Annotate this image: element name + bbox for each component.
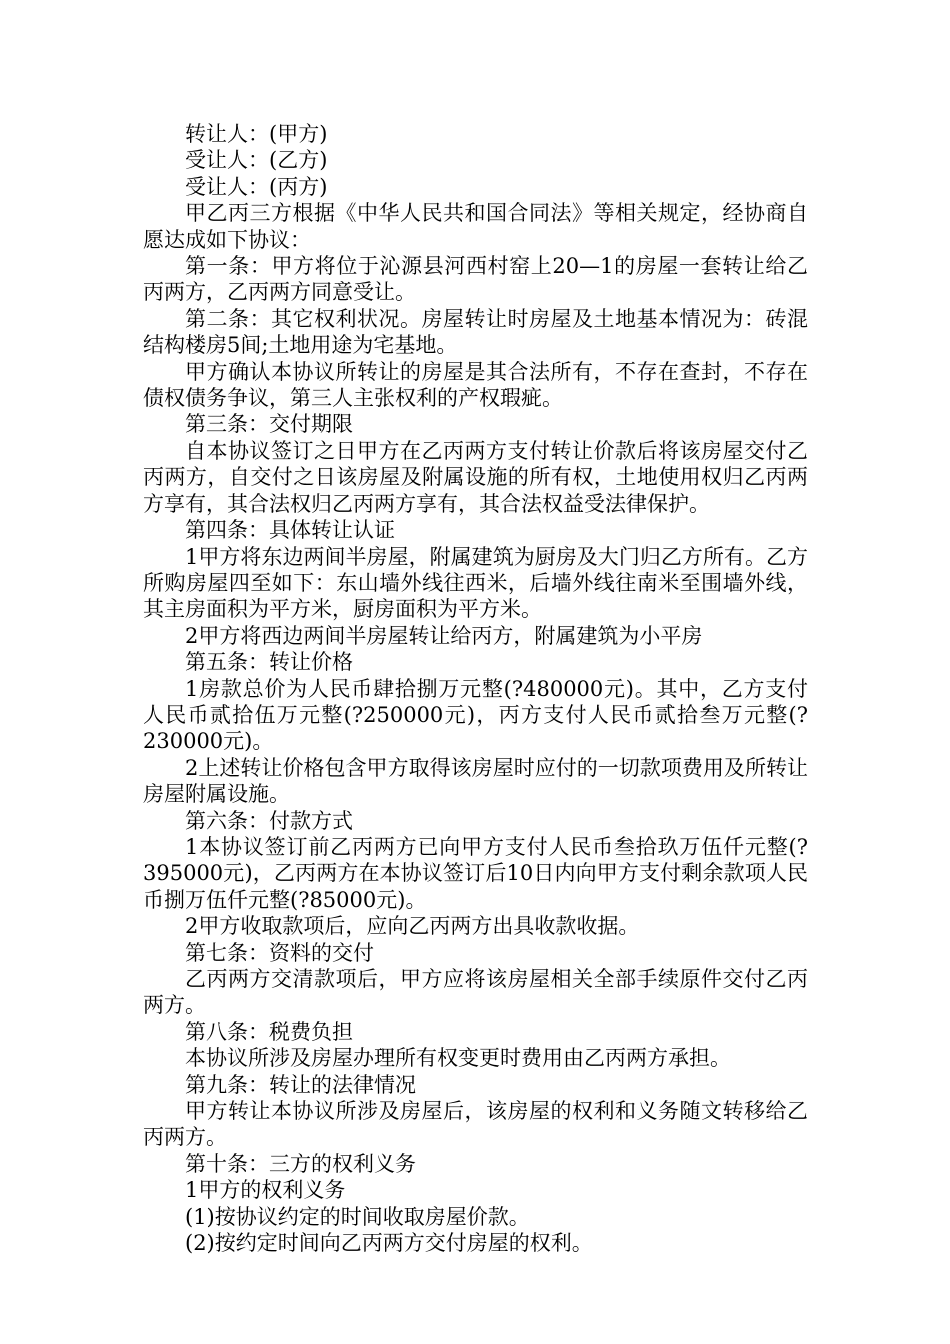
article-10-item-1: 1甲方的权利义务 — [185, 1178, 346, 1203]
article-10-heading: 第十条：三方的权利义务 — [185, 1151, 416, 1176]
article-7-heading: 第七条：资料的交付 — [185, 940, 374, 965]
article-6-item-2: 2甲方收取款项后，应向乙丙两方出具收款收据。 — [185, 914, 640, 939]
article-6-heading: 第六条：付款方式 — [185, 808, 353, 833]
article-10-sub-item-2: (2)按约定时间向乙丙两方交付房屋的权利。 — [185, 1231, 593, 1256]
article-8-heading: 第八条：税费负担 — [185, 1019, 353, 1044]
transferee-c-line: 受让人：(丙方) — [185, 174, 328, 199]
article-9-heading: 第九条：转让的法律情况 — [185, 1072, 416, 1097]
article-5-item-1: 1房款总价为人民币肆拾捌万元整(?480000元)。其中，乙方支付人民币贰拾伍万元整(?250000元)，丙方支付人民币贰拾叁万元整(?230000元)。 — [143, 676, 808, 754]
article-10-sub-item-1: (1)按协议约定的时间收取房屋价款。 — [185, 1204, 530, 1229]
preamble-paragraph: 甲乙丙三方根据《中华人民共和国合同法》等相关规定，经协商自愿达成如下协议： — [143, 201, 808, 252]
transferor-line: 转让人：(甲方) — [185, 122, 328, 146]
article-4-heading: 第四条：具体转让认证 — [185, 518, 395, 543]
article-5-item-2: 2上述转让价格包含甲方取得该房屋时应付的一切款项费用及所转让房屋附属设施。 — [143, 755, 808, 807]
article-9-paragraph: 甲方转让本协议所涉及房屋后，该房屋的权利和义务随文转移给乙丙两方。 — [143, 1099, 808, 1150]
article-7-paragraph: 乙丙两方交清款项后，甲方应将该房屋相关全部手续原件交付乙丙两方。 — [143, 967, 808, 1018]
article-8-paragraph: 本协议所涉及房屋办理所有权变更时费用由乙丙两方承担。 — [185, 1046, 731, 1071]
article-1-paragraph: 第一条：甲方将位于沁源县河西村窑上20—1的房屋一套转让给乙丙两方，乙丙两方同意受让。 — [143, 254, 808, 305]
article-5-heading: 第五条：转让价格 — [185, 650, 353, 675]
transferee-b-line: 受让人：(乙方) — [185, 148, 328, 173]
article-4-item-1: 1甲方将东边两间半房屋，附属建筑为厨房及大门归乙方所有。乙方所购房屋四至如下：东山墙外线往西米，后墙外线往南米至围墙外线，其主房面积为平方米，厨房面积为平方米。 — [143, 544, 808, 622]
article-3-heading: 第三条：交付期限 — [185, 412, 353, 437]
article-3-paragraph: 自本协议签订之日甲方在乙丙两方支付转让价款后将该房屋交付乙丙两方，自交付之日该房屋及附属设施的所有权，土地使用权归乙丙两方享有，其合法权归乙丙两方享有，其合法权益受法律保护。 — [143, 438, 808, 516]
article-2-paragraph: 第二条：其它权利状况。房屋转让时房屋及土地基本情况为：砖混结构楼房5间;土地用途为宅基地。 — [143, 306, 808, 358]
ownership-confirmation-paragraph: 甲方确认本协议所转让的房屋是其合法所有，不存在查封，不存在债权债务争议，第三人主张权利的产权瑕疵。 — [143, 359, 808, 411]
article-6-item-1: 1本协议签订前乙丙两方已向甲方支付人民币叁拾玖万伍仟元整(?395000元)，乙丙两方在本协议签订后10日内向甲方支付剩余款项人民币捌万伍仟元整(?85000元)。 — [143, 834, 808, 912]
document-body — [143, 121, 808, 1256]
article-4-item-2: 2甲方将西边两间半房屋转让给丙方，附属建筑为小平房 — [185, 623, 703, 648]
